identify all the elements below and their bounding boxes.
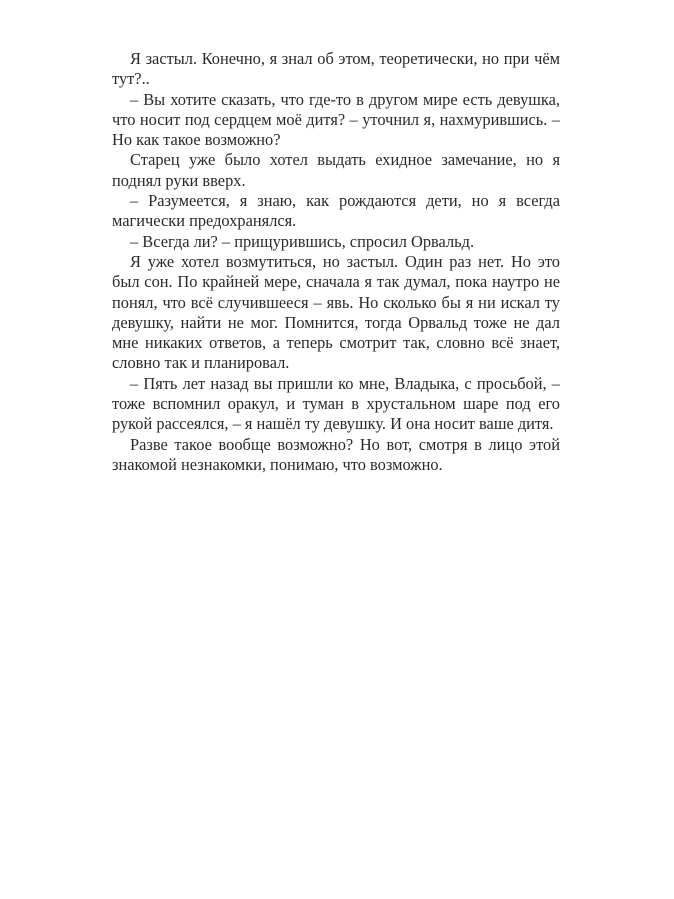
paragraph: Старец уже было хотел выдать ехидное замечание, но я поднял руки вверх. bbox=[112, 150, 560, 190]
book-page-text bbox=[112, 49, 560, 475]
paragraph: – Пять лет назад вы пришли ко мне, Владыка, с просьбой, – тоже вспомнил оракул, и туман в хрустальном шаре под его рукой рассеялся, – я нашёл ту девушку. И она носит ваше дитя. bbox=[112, 373, 560, 434]
paragraph: Я уже хотел возмутиться, но застыл. Один раз нет. Но это был сон. По крайней мере, сначала я так думал, пока наутро не понял, что всё случившееся – явь. Но сколько бы я ни искал ту девушку, найти не мог. Помнится, тогда Орвальд тоже не дал мне никаких ответов, а теперь смотрит так, словно всё знает, словно так и планировал. bbox=[112, 251, 560, 373]
paragraph: – Всегда ли? – прищурившись, спросил Орвальд. bbox=[130, 231, 475, 251]
paragraph: – Вы хотите сказать, что где-то в другом мире есть девушка, что носит под сердцем моё дитя? – уточнил я, нахмурившись. – Но как такое возможно? bbox=[112, 89, 560, 150]
paragraph: Разве такое вообще возможно? Но вот, смотря в лицо этой знакомой незнакомки, понимаю, что возможно. bbox=[112, 434, 560, 474]
paragraph: – Разумеется, я знаю, как рождаются дети, но я всегда магически предохранялся. bbox=[112, 191, 560, 231]
paragraph: Я застыл. Конечно, я знал об этом, теоретически, но при чём тут?.. bbox=[112, 49, 560, 89]
